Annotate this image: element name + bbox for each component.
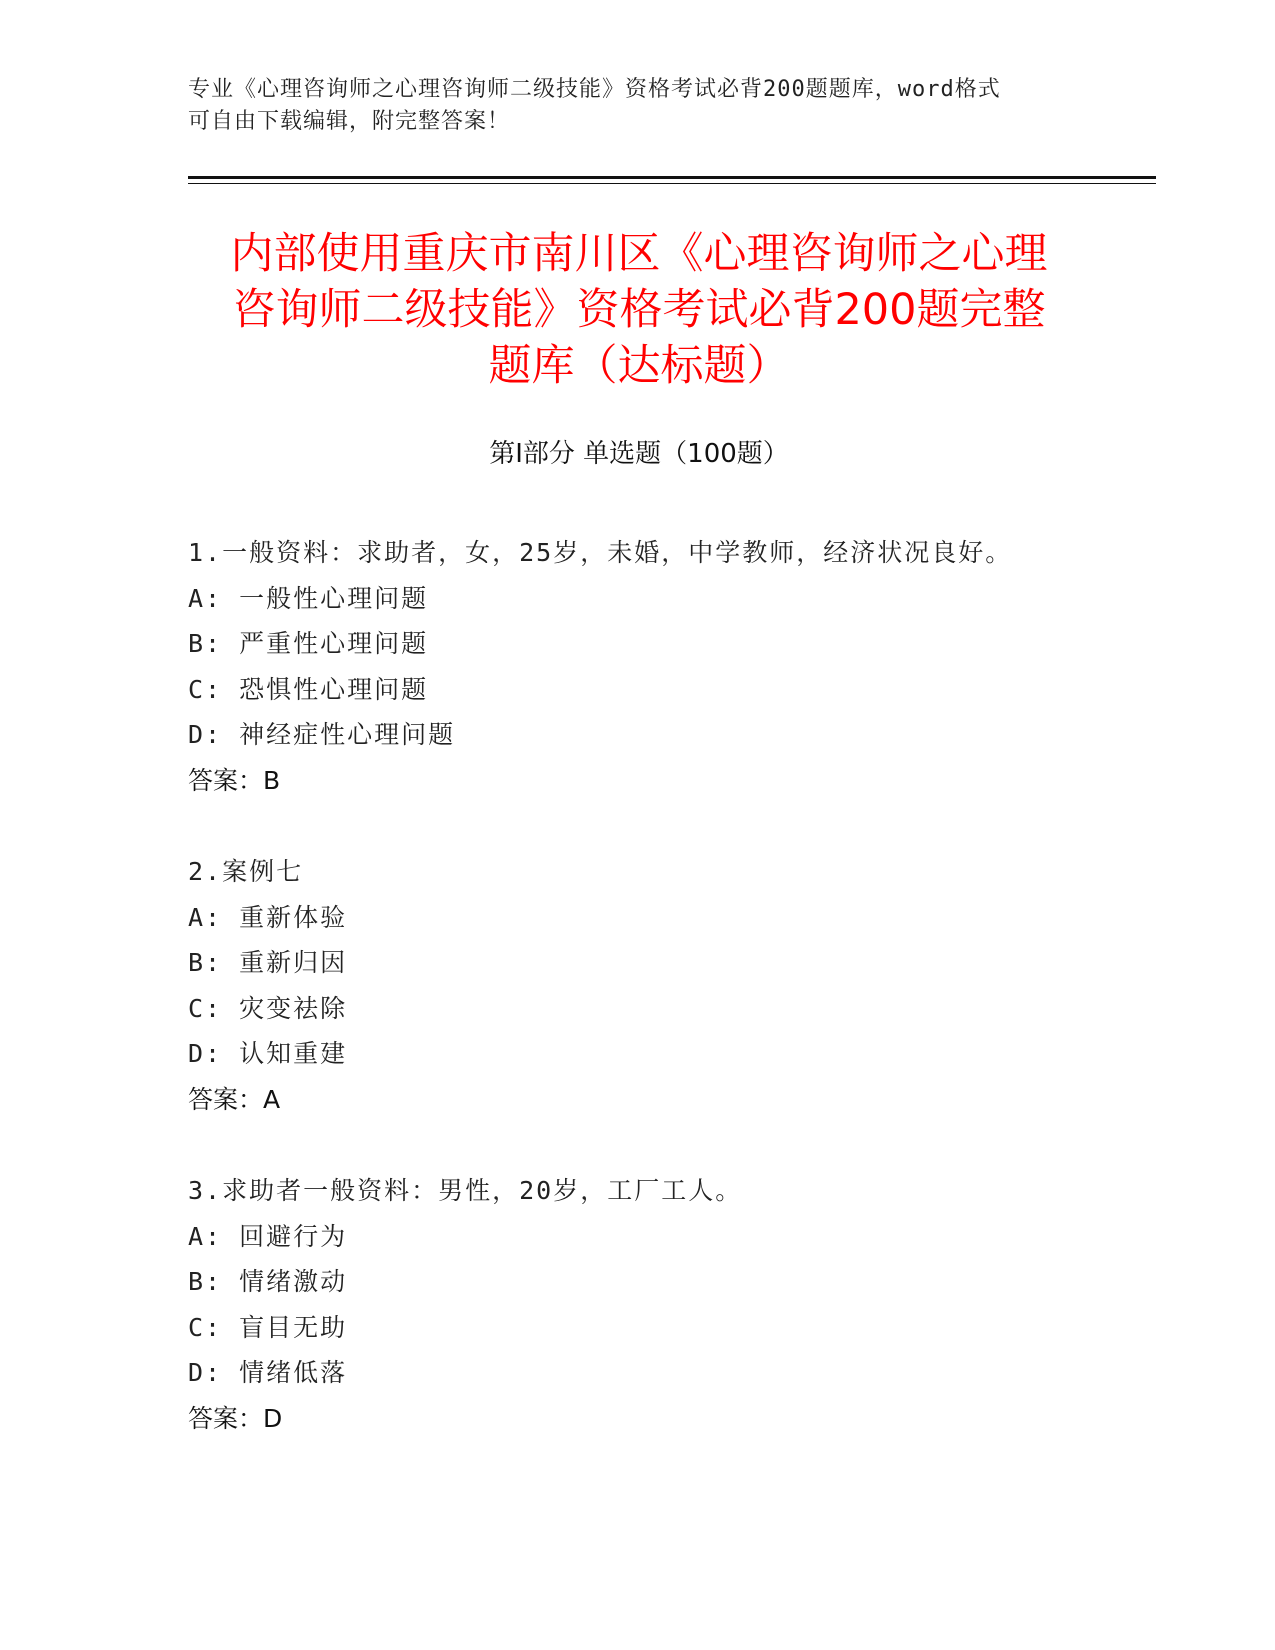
question-stem: 3.求助者一般资料：男性，20岁，工厂工人。: [188, 1176, 743, 1205]
option-a: A: 一般性心理问题: [188, 583, 429, 613]
option-d: D: 情绪低落: [188, 1358, 348, 1387]
title-line-3: 题库（达标题）: [488, 341, 790, 391]
option-a: A: 重新体验: [188, 902, 348, 932]
question-list: [188, 530, 1108, 1487]
answer: 答案：D: [188, 1403, 283, 1433]
question-item: [188, 1168, 1108, 1441]
question-item: [188, 530, 1108, 803]
option-a: A: 回避行为: [188, 1221, 348, 1251]
option-c: C: 恐惧性心理问题: [188, 674, 429, 704]
option-d: D: 神经症性心理问题: [188, 720, 456, 749]
option-c: C: 灾变祛除: [188, 993, 348, 1023]
title-line-1: 内部使用重庆市南川区《心理咨询师之心理: [230, 229, 1048, 279]
header-note-line-1: 专业《心理咨询师之心理咨询师二级技能》资格考试必背200题题库，word格式: [188, 77, 1001, 102]
option-b: B: 情绪激动: [188, 1267, 348, 1296]
question-stem: 2.案例七: [188, 857, 304, 886]
header-divider-thick: [188, 176, 1156, 179]
answer: 答案：B: [188, 765, 281, 795]
option-b: B: 重新归因: [188, 948, 348, 977]
option-d: D: 认知重建: [188, 1039, 348, 1068]
question-stem: 1.一般资料：求助者，女，25岁，未婚，中学教师，经济状况良好。: [188, 538, 1013, 567]
document-header-note: [188, 74, 1068, 138]
header-divider-thin: [188, 183, 1156, 184]
section-title: 第Ⅰ部分 单选题（100题）: [489, 439, 789, 469]
question-item: [188, 849, 1108, 1122]
title-line-2: 咨询师二级技能》资格考试必背200题完整: [232, 285, 1046, 335]
option-b: B: 严重性心理问题: [188, 629, 429, 658]
option-c: C: 盲目无助: [188, 1312, 348, 1342]
header-note-line-2: 可自由下载编辑，附完整答案！: [188, 109, 511, 134]
answer: 答案：A: [188, 1084, 281, 1114]
document-title: [180, 226, 1098, 394]
